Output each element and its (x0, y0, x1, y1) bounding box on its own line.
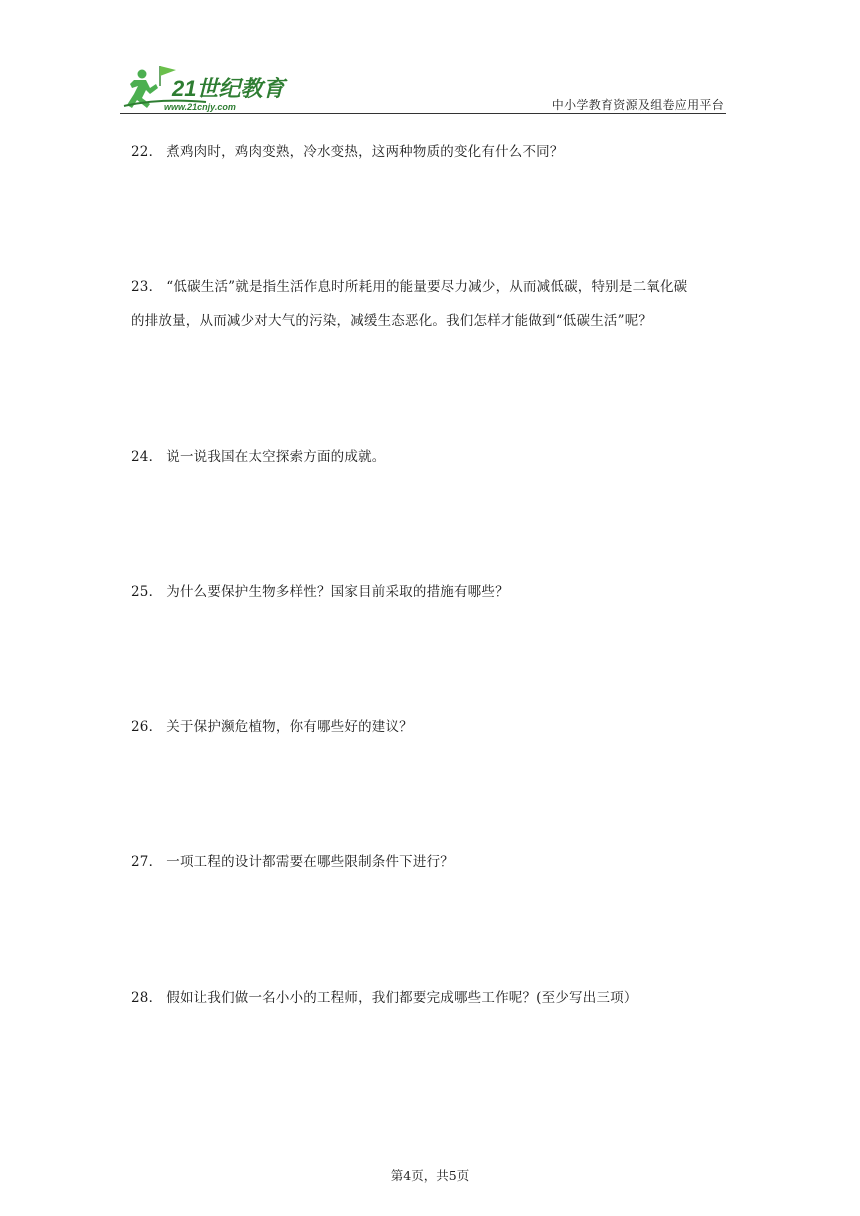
question-text: 假如让我们做一名小小的工程师，我们都要完成哪些工作呢？(至少写出三项） (166, 990, 638, 1006)
page-header (120, 62, 726, 114)
question-26 (131, 710, 731, 744)
platform-name: 中小学教育资源及组卷应用平台 (551, 98, 724, 112)
question-27 (131, 845, 731, 879)
header-divider (120, 113, 726, 114)
page-footer: 第4页，共5页 (390, 1168, 470, 1183)
question-number: 27． (131, 854, 163, 870)
question-text: 关于保护濒危植物，你有哪些好的建议？ (166, 719, 413, 735)
21cnjy-logo (120, 62, 296, 114)
question-number: 25． (131, 584, 163, 600)
question-line-2: 的排放量，从而减少对大气的污染，减缓生态恶化。我们怎样才能做到“低碳生活”呢？ (131, 313, 653, 329)
question-23 (131, 270, 731, 338)
svg-text:www.21cnjy.com: www.21cnjy.com (164, 102, 236, 112)
question-text: “低碳生活”就是指生活作息时所耗用的能量要尽力减少，从而减低碳，特别是二氧化碳 (166, 279, 688, 295)
svg-text:21世纪教育: 21世纪教育 (172, 76, 285, 101)
question-number: 26． (131, 719, 163, 735)
question-text: 一项工程的设计都需要在哪些限制条件下进行？ (166, 854, 454, 870)
question-text: 煮鸡肉时，鸡肉变熟，冷水变热，这两种物质的变化有什么不同？ (166, 144, 564, 160)
question-22 (131, 135, 731, 169)
question-24 (131, 440, 731, 474)
question-number: 24． (131, 449, 163, 465)
question-text: 为什么要保护生物多样性？国家目前采取的措施有哪些？ (166, 584, 509, 600)
question-text: 说一说我国在太空探索方面的成就。 (166, 449, 386, 465)
question-28 (131, 981, 731, 1015)
question-number: 28． (131, 990, 163, 1006)
question-number: 23． (131, 279, 163, 295)
question-25 (131, 575, 731, 609)
question-number: 22． (131, 144, 163, 160)
question-line-1 (131, 270, 731, 304)
